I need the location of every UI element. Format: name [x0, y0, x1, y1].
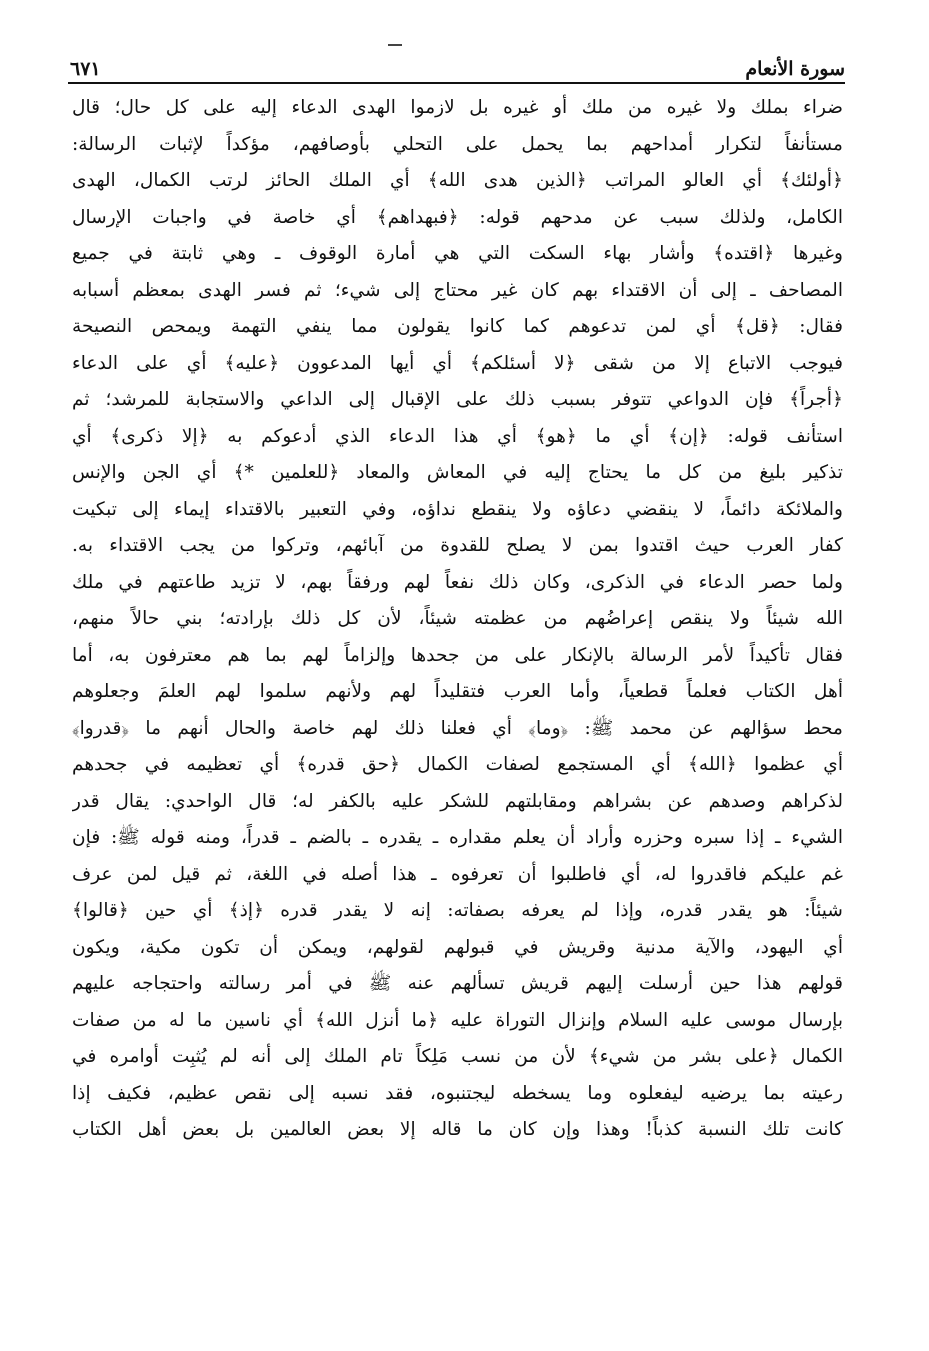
text-line: محط سؤالهم عن محمد ﷺ: ﴿وما﴾ أي فعلنا ذلك لهم خاصة والحال أنهم ما ﴿قدروا﴾ — [72, 717, 843, 739]
text-line: ﴿أولئك﴾ أي العالو المراتب ﴿الذين هدى الله﴾ أي الملك الحائز لرتب الكمال، الهدى — [72, 170, 843, 191]
body-text — [72, 90, 843, 1149]
text-line: المصاحف ـ إلى أن الاقتداء بهم كان غير محتاج إلى شيء؛ ثم فسر الهدى بمعظم أسبابه — [72, 279, 843, 301]
text-line: كانت تلك النسبة كذباً! وهذا وإن كان ما قاله إلا بعض العالمين بل بعض أهل الكتاب — [72, 1119, 843, 1140]
text-line: الله شيئاً ولا ينقص إعراضُهم من عظمته شيئاً، لأن كل ذلك بإرادته؛ بني حالاً منهم، — [72, 608, 843, 629]
page-header — [70, 52, 845, 80]
text-line: استأنف قوله: ﴿إن﴾ أي ما ﴿هو﴾ أي هذا الدعاء الذي أدعوكم به ﴿إلا ذكرى﴾ أي — [72, 425, 843, 447]
text-line: شيئاً: هو يقدر قدره، وإذا لم يعرفه بصفاته: إنه لا يقدر قدره ﴿إذ﴾ أي حين ﴿قالوا﴾ — [72, 900, 843, 921]
text-line: ضراء بملك ولا غيره من ملك أو غيره بل لازموا الهدى الدعاء إليه على كل حال؛ قال — [72, 97, 843, 118]
text-line: ولما حصر الدعاء في الذكرى، وكان ذلك نفعاً لهم ورفقاً بهم، لا تزيد طاعتهم في ملك — [72, 571, 843, 593]
text-line: وغيرها ﴿اقتده﴾ وأشار بهاء السكت التي هي أمارة الوقوف ـ وهي ثابتة في جميع — [72, 243, 843, 264]
text-line: والملائكة دائماً، لا ينقضي دعاؤه ولا ينقطع نداؤه، وفي التعبير بالاقتداء إيماء إلى تبكيت — [72, 498, 843, 520]
text-line: بإرسال موسى عليه السلام وإنزال التوراة عليه ﴿ما أنزل الله﴾ أي ناسين ما له من صفات — [72, 1009, 843, 1031]
header-rule — [68, 82, 845, 84]
text-line: فقال: ﴿قل﴾ أي لمن تدعوهم كما كانوا يقولون مما ينفي التهمة ويمحص النصيحة — [72, 316, 843, 337]
text-line: الشيء ـ إذا سبره وحزره وأراد أن يعلم مقداره ـ يقدره ـ بالضم ـ قدراً، ومنه قوله ﷺ: فإن — [72, 827, 843, 848]
text-line: فيوجب الاتباع إلا من شقى ﴿لا أسئلكم﴾ أي أيها المدعوون ﴿عليه﴾ أي على الدعاء — [72, 352, 843, 374]
text-line: مستأنفاً لتكرار أمداحهم بما يحمل على التحلي بأوصافهم، مؤكداً لإثبات الرسالة: — [72, 133, 843, 155]
text-line: أي عظموا ﴿الله﴾ أي المستجمع لصفات الكمال ﴿حق قدره﴾ أي تعظيمه في جحدهم — [72, 754, 843, 775]
text-line: تذكير بليغ من كل ما يحتاج إليه في المعاش والمعاد ﴿للعلمين *﴾ أي الجن والإنس — [72, 462, 843, 483]
text-line: الكمال ﴿على بشر من شيء﴾ لأن من نسب مَلِكاً تام الملك إلى أنه لم يُثبِت أوامره في — [72, 1046, 843, 1067]
surah-title: سورة الأنعام — [745, 58, 845, 80]
text-line: أهل الكتاب فعلماً قطعياً، وأما العرب فتقليداً لهم ولأنهم سلموا لهم العلمَ وجعلوهم — [72, 681, 843, 702]
page-mark — [388, 44, 402, 46]
text-line: أي اليهود، والآية مدنية وقريش في قبولهم لقولهم، ويمكن أن تكون مكية، ويكون — [72, 936, 843, 958]
page-number: ٦٧١ — [70, 58, 101, 80]
text-line: رعيته بما يرضيه ليفعلوه وما يسخطه ليجتنبوه، فقد نسبه إلى نقص عظيم، فكيف إذا — [72, 1082, 843, 1104]
text-line: فقال تأكيداً لأمر الرسالة بالإنكار على من جحدها وإلزاماً لهم بما هم معترفون به، أما — [72, 644, 843, 666]
text-line: غم عليكم فاقدروا له، أي فاطلبوا أن تعرفوه ـ هذا أصله في اللغة، ثم قيل لمن عرف — [72, 863, 843, 885]
text-line: ﴿أجراً﴾ فإن الدواعي تتوفر بسبب ذلك على الإقبال إلى الداعي والاستجابة للمرشد؛ ثم — [72, 389, 843, 410]
text-line: لذكراهم وصدهم عن بشراهم ومقابلتهم للشكر عليه بالكفر له؛ قال الواحدي: يقال قدر — [72, 790, 843, 812]
text-line: كفار العرب حيث اقتدوا بمن لا يصلح للقدوة من آبائهم، وتركوا من يجب الاقتداء به. — [72, 535, 843, 556]
text-line: الكامل، ولذلك سبب عن مدحهم قوله: ﴿فبهداهم﴾ أي خاصة في واجبات الإرسال — [72, 206, 843, 228]
text-line: قولهم هذا حين أرسلت إليهم قريش تسألهم عنه ﷺ في أمر رسالته واحتجاجه عليهم — [72, 973, 843, 994]
